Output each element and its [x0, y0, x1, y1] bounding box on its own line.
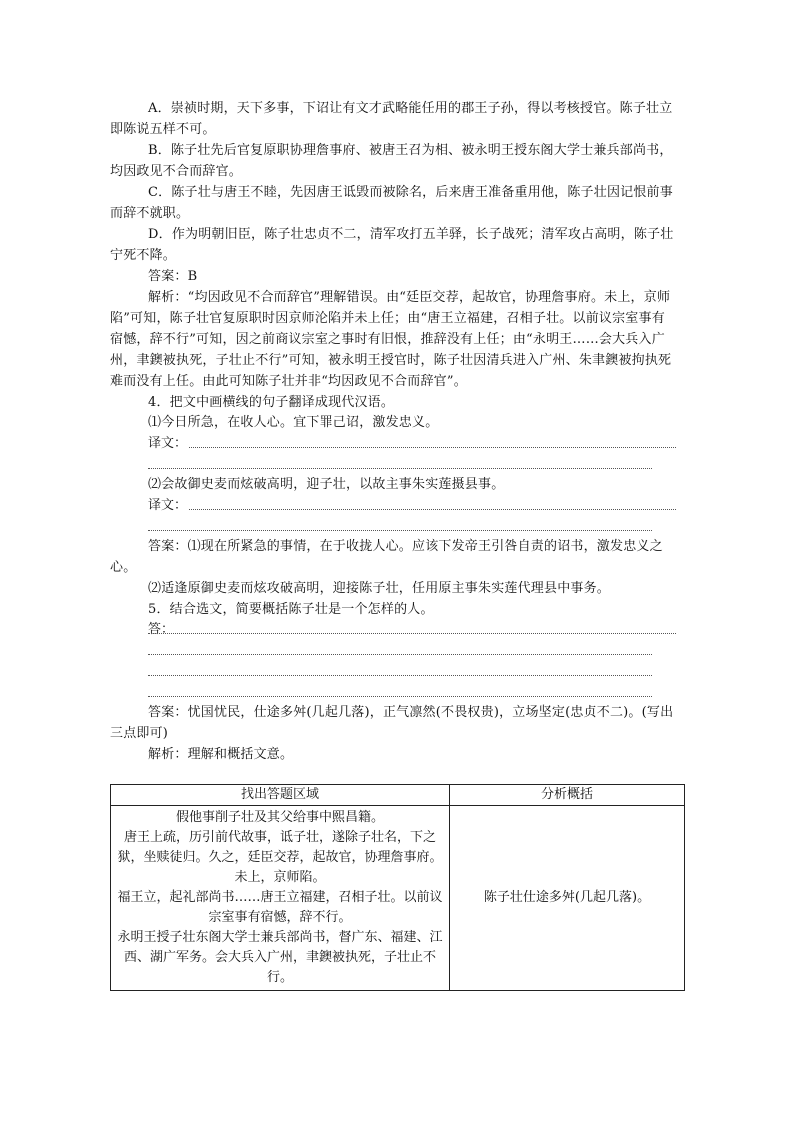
summary-cell: 陈子壮仕途多舛(几起几落)。 — [450, 806, 685, 991]
region-line-4: 永明王授子壮东阁大学士兼兵部尚书，督广东、福建、江西、湖广军务。会大兵入广州，聿鐭被执死，子壮止不行。 — [117, 930, 443, 985]
q3-answer: 答案：B — [148, 269, 198, 284]
q5-stem: 5．结合选文，简要概括陈子壮是一个怎样的人。 — [148, 602, 434, 617]
option-b: B．陈子壮先后官复原职协理詹事府、被唐王召为相、被永明王授东阁大学士兼兵部尚书，均因政见不合而辞官。 — [110, 143, 673, 179]
option-a: A．崇祯时期，天下多事，下诏让有文才武略能任用的郡王子孙，得以考核授官。陈子壮立即陈说五样不可。 — [110, 101, 673, 137]
translate-label-2: 译文： — [148, 498, 188, 513]
q4-sentence-1: ⑴今日所急，在收人心。宜下罪己诏，激发忠义。 — [148, 415, 439, 430]
answer-label: 答： — [148, 622, 175, 637]
answer-blank-line[interactable] — [148, 696, 652, 697]
table-header-row — [111, 785, 685, 806]
q4-stem: 4．把文中画横线的句子翻译成现代汉语。 — [148, 395, 395, 410]
analysis-table — [110, 784, 685, 991]
region-line-3: 福王立，起礼部尚书……唐王立福建，召相子壮。以前议宗室事有宿憾，辞不行。 — [117, 890, 443, 925]
q4-answer-2: ⑵适逢原御史麦而炫攻破高明，迎接陈子壮，任用原主事朱实莲代理县中事务。 — [148, 581, 611, 596]
q5-answer: 答案：忧国忧民，仕途多舛(几起几落)，正气凛然(不畏权贵)，立场坚定(忠贞不二)。(写出三点即可) — [110, 705, 674, 741]
region-line-1: 假他事削子壮及其父给事中熙昌籍。 — [175, 810, 384, 825]
answer-blank-line[interactable] — [148, 530, 652, 531]
answer-blank-line[interactable] — [148, 675, 652, 676]
q4-answer-1: 答案：⑴现在所紧急的事情，在于收拢人心。应该下发帝王引咎自责的诏书，激发忠义之心。 — [110, 539, 663, 575]
answer-region-cell — [111, 806, 450, 991]
region-line-2: 唐王上疏，历引前代故事，诋子壮，遂除子壮名，下之狱，坐赎徒归。久之，廷臣交荐，起故官，协理詹事府。未上，京师陷。 — [117, 830, 443, 885]
table-row — [111, 806, 685, 991]
q3-analysis: 解析：“均因政见不合而辞官”理解错误。由“廷臣交荐，起故官，协理詹事府。未上，京师陷”可知，陈子壮官复原职时因京师沦陷并未上任；由“唐王立福建，召相子壮。以前议宗室事有宿憾，辞不行”可知，因之前商议宗室之事时有旧恨，推辞没有上任；由“永明王……会大兵入广州，聿鐭被执死，子壮止不行”可知，被永明王授官时，陈子壮因清兵进入广州、朱聿鐭被拘执死难而没有上任。由此可知陈子壮并非“均因政见不合而辞官”。 — [110, 290, 672, 389]
q5-analysis: 解析：理解和概括文意。 — [148, 747, 294, 762]
answer-blank-line[interactable] — [148, 633, 676, 634]
answer-blank-line[interactable] — [148, 468, 652, 469]
table-header-region: 找出答题区域 — [111, 785, 450, 806]
option-d: D．作为明朝旧臣，陈子壮忠贞不二，清军攻打五羊驿，长子战死；清军攻占高明，陈子壮宁死不降。 — [110, 227, 674, 263]
table-header-summary: 分析概括 — [450, 785, 685, 806]
answer-blank-line[interactable] — [148, 654, 652, 655]
q4-sentence-2: ⑵会故御史麦而炫破高明，迎子壮，以故主事朱实莲摄县事。 — [148, 477, 505, 492]
answer-blank-line[interactable] — [189, 509, 676, 510]
answer-blank-line[interactable] — [189, 447, 676, 448]
option-c: C．陈子壮与唐王不睦，先因唐王诋毁而被除名，后来唐王准备重用他，陈子壮因记恨前事而辞不就职。 — [110, 185, 673, 221]
translate-label-1: 译文： — [148, 436, 188, 451]
